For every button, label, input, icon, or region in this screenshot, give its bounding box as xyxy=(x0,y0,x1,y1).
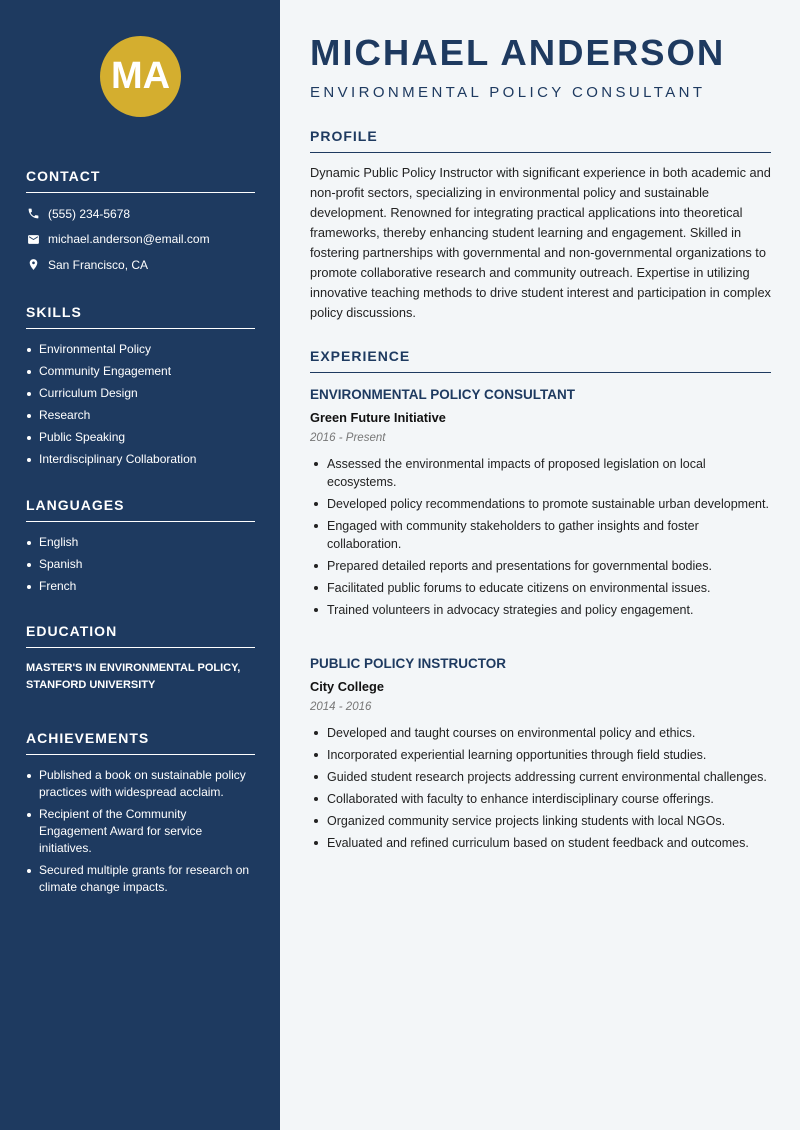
job-company: Green Future Initiative xyxy=(310,410,446,425)
achievement-item: Secured multiple grants for research on climate change impacts. xyxy=(26,862,255,896)
job-bullet: Organized community service projects linking students with local NGOs. xyxy=(310,812,771,830)
job-bullet: Developed policy recommendations to promote sustainable urban development. xyxy=(310,495,771,513)
languages-section xyxy=(26,497,255,600)
job-entry xyxy=(310,655,771,856)
job-bullet: Developed and taught courses on environmental policy and ethics. xyxy=(310,724,771,742)
job-bullet: Prepared detailed reports and presentations for governmental bodies. xyxy=(310,557,771,575)
language-item: English xyxy=(26,534,255,551)
achievement-item: Published a book on sustainable policy practices with widespread acclaim. xyxy=(26,767,255,801)
job-bullets xyxy=(310,455,771,619)
contact-heading: CONTACT xyxy=(26,168,255,193)
job-bullet: Assessed the environmental impacts of proposed legislation on local ecosystems. xyxy=(310,455,771,491)
job-dates: 2016 - Present xyxy=(310,432,386,444)
skill-item: Community Engagement xyxy=(26,363,255,380)
job-bullet: Guided student research projects addressing current environmental challenges. xyxy=(310,768,771,786)
languages-heading: LANGUAGES xyxy=(26,497,255,522)
job-role: ENVIRONMENTAL POLICY CONSULTANT xyxy=(310,387,576,402)
contact-section xyxy=(26,168,255,282)
location-icon xyxy=(26,258,40,272)
skill-item: Environmental Policy xyxy=(26,341,255,358)
language-item: Spanish xyxy=(26,556,255,573)
skills-section xyxy=(26,304,255,473)
job-bullet: Engaged with community stakeholders to gather insights and foster collaboration. xyxy=(310,517,771,553)
achievements-section xyxy=(26,730,255,901)
skill-item: Interdisciplinary Collaboration xyxy=(26,451,255,468)
phone-icon xyxy=(26,207,40,221)
contact-location xyxy=(26,256,255,273)
job-bullet: Incorporated experiential learning opportunities through field studies. xyxy=(310,746,771,764)
skills-heading: SKILLS xyxy=(26,304,255,329)
skill-item: Public Speaking xyxy=(26,429,255,446)
job-company: City College xyxy=(310,679,384,694)
avatar: MA xyxy=(100,36,181,117)
job-role: PUBLIC POLICY INSTRUCTOR xyxy=(310,656,507,671)
profile-heading: PROFILE xyxy=(310,128,771,153)
candidate-name: MICHAEL ANDERSON xyxy=(310,32,726,73)
sidebar xyxy=(0,0,280,1130)
job-entry xyxy=(310,386,771,623)
job-bullet: Evaluated and refined curriculum based on student feedback and outcomes. xyxy=(310,834,771,852)
job-dates: 2014 - 2016 xyxy=(310,701,372,713)
education-heading: EDUCATION xyxy=(26,623,255,648)
achievements-heading: ACHIEVEMENTS xyxy=(26,730,255,755)
job-bullet: Facilitated public forums to educate citizens on environmental issues. xyxy=(310,579,771,597)
job-bullets xyxy=(310,724,771,852)
contact-phone[interactable] xyxy=(26,205,255,222)
email-text: michael.anderson@email.com xyxy=(48,232,210,246)
achievements-list xyxy=(26,767,255,896)
job-bullet: Trained volunteers in advocacy strategies and policy engagement. xyxy=(310,601,771,619)
skill-item: Curriculum Design xyxy=(26,385,255,402)
language-item: French xyxy=(26,578,255,595)
languages-list xyxy=(26,534,255,595)
job-bullet: Collaborated with faculty to enhance interdisciplinary course offerings. xyxy=(310,790,771,808)
location-text: San Francisco, CA xyxy=(48,257,149,272)
skill-item: Research xyxy=(26,407,255,424)
contact-email[interactable] xyxy=(26,231,255,248)
email-icon xyxy=(26,232,40,246)
education-section xyxy=(26,623,255,694)
experience-heading: EXPERIENCE xyxy=(310,348,771,373)
achievement-item: Recipient of the Community Engagement Award for service initiatives. xyxy=(26,806,255,857)
profile-text: Dynamic Public Policy Instructor with significant experience in both academic and non-profit sectors, specializing in environmental policy and sustainable development. Renowned for integrating practical applications into theoretical frameworks, thereby enhancing student learning and engagement. Skilled in fostering partnerships with governmental and non-governmental organizations to promote collaborative research and community outreach. Expertise in utilizing innovative teaching methods to drive student interest and participation in complex policy discussions. xyxy=(310,165,771,320)
candidate-title: ENVIRONMENTAL POLICY CONSULTANT xyxy=(310,84,706,101)
skills-list xyxy=(26,341,255,468)
phone-text: (555) 234-5678 xyxy=(48,206,131,221)
education-degree: MASTER'S IN ENVIRONMENTAL POLICY, STANFORD UNIVERSITY xyxy=(26,662,241,691)
